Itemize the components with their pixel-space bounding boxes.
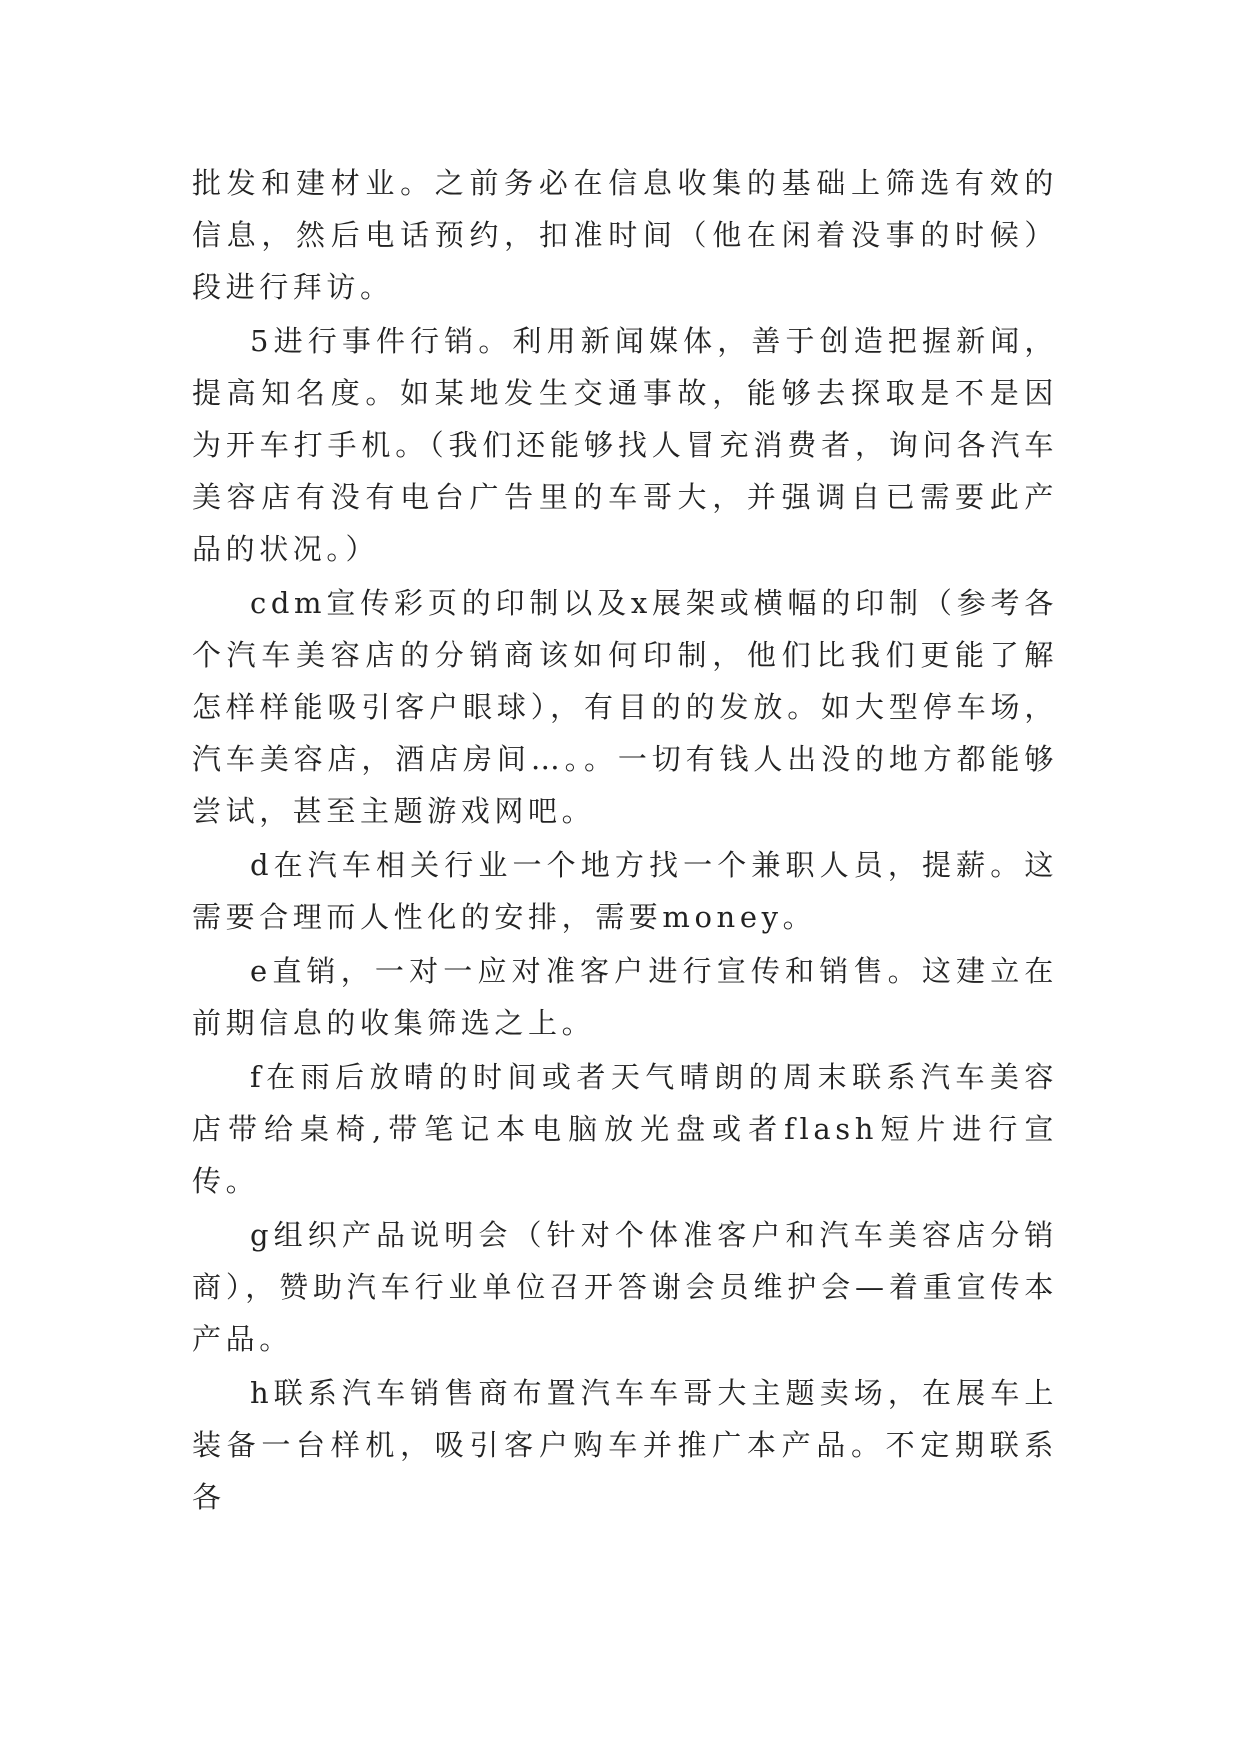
paragraph-6: f在雨后放晴的时间或者天气晴朗的周末联系汽车美容店带给桌椅,带笔记本电脑放光盘或者flash短片进行宣传。 [192, 1060, 1058, 1198]
paragraph-3: cdm宣传彩页的印制以及x展架或横幅的印制（参考各个汽车美容店的分销商该如何印制，他们比我们更能了解怎样样能吸引客户眼球），有目的的发放。如大型停车场，汽车美容店，酒店房间…。。一切有钱人出没的地方都能够尝试，甚至主题游戏网吧。 [192, 586, 1058, 828]
document-body [192, 157, 1058, 1525]
paragraph-8: h联系汽车销售商布置汽车车哥大主题卖场，在展车上装备一台样机，吸引客户购车并推广本产品。不定期联系各 [192, 1376, 1058, 1514]
paragraph-5: e直销，一对一应对准客户进行宣传和销售。这建立在前期信息的收集筛选之上。 [192, 954, 1058, 1040]
paragraph-2: 5进行事件行销。利用新闻媒体，善于创造把握新闻，提高知名度。如某地发生交通事故，能够去探取是不是因为开车打手机。（我们还能够找人冒充消费者，询问各汽车美容店有没有电台广告里的车哥大，并强调自已需要此产品的状况。） [192, 324, 1058, 566]
paragraph-7: g组织产品说明会（针对个体准客户和汽车美容店分销商），赞助汽车行业单位召开答谢会员维护会—着重宣传本产品。 [192, 1218, 1058, 1356]
paragraph-1: 批发和建材业。之前务必在信息收集的基础上筛选有效的信息，然后电话预约，扣准时间（他在闲着没事的时候）段进行拜访。 [192, 166, 1058, 304]
paragraph-4: d在汽车相关行业一个地方找一个兼职人员，提薪。这需要合理而人性化的安排，需要money。 [192, 848, 1058, 934]
